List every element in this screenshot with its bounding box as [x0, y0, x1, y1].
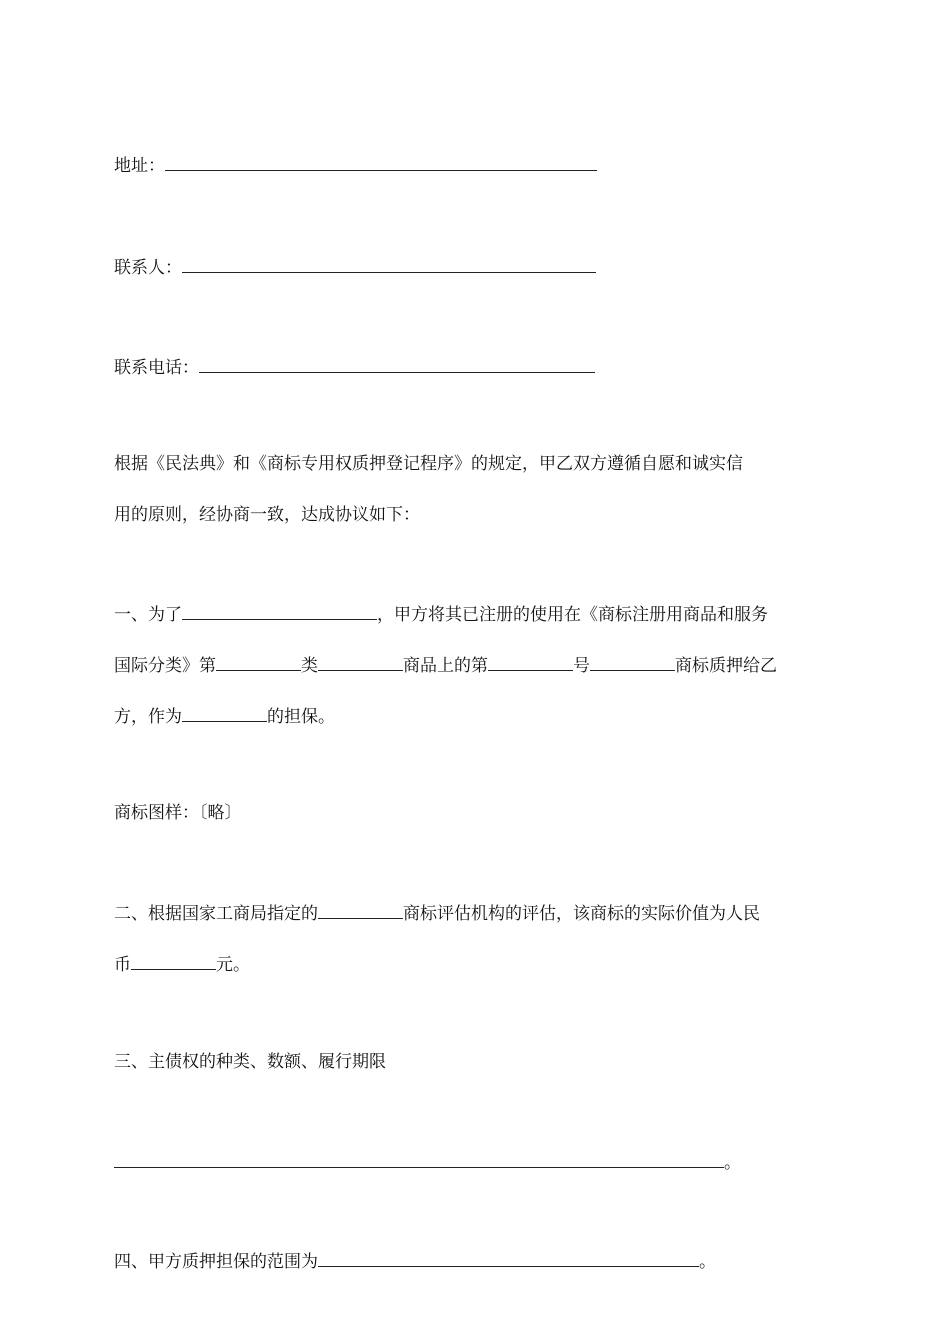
phone-blank[interactable]	[199, 355, 595, 373]
purpose-blank[interactable]	[182, 602, 377, 620]
clause1-line-2	[114, 653, 777, 678]
phone-label: 联系电话：	[114, 358, 199, 378]
preamble-line-2: 用的原则，经协商一致，达成协议如下：	[114, 505, 420, 525]
phone-line	[114, 355, 595, 380]
contact-person-label: 联系人：	[114, 258, 182, 278]
address-line	[114, 153, 597, 178]
preamble-line-1: 根据《民法典》和《商标专用权质押登记程序》的规定，甲乙双方遵循自愿和诚实信	[114, 454, 743, 474]
address-label: 地址：	[114, 156, 165, 176]
clause1-line-3	[114, 704, 335, 729]
clause1-text: 商标质押给乙	[675, 656, 777, 676]
clause1-text: ，甲方将其已注册的使用在《商标注册用商品和服务	[377, 605, 768, 625]
value-amount-blank[interactable]	[131, 952, 216, 970]
clause2-text: 元。	[216, 955, 250, 975]
clause3-title: 三、主债权的种类、数额、履行期限	[114, 1052, 386, 1072]
contact-person-blank[interactable]	[182, 255, 596, 273]
evaluation-agency-blank[interactable]	[318, 901, 403, 919]
main-debt-blank[interactable]	[114, 1150, 724, 1168]
trademark-sample-line: 商标图样：〔略〕	[114, 803, 242, 823]
address-blank[interactable]	[165, 153, 597, 171]
clause1-text: 的担保。	[267, 707, 335, 727]
clause4-end-mark: 。	[699, 1252, 716, 1272]
clause2-text: 商标评估机构的评估，该商标的实际价值为人民	[403, 904, 760, 924]
clause1-text: 类	[301, 656, 318, 676]
clause1-text: 商品上的第	[403, 656, 488, 676]
clause1-text: 国际分类》第	[114, 656, 216, 676]
clause1-text: 一、为了	[114, 605, 182, 625]
clause1-text: 方，作为	[114, 707, 182, 727]
goods-blank[interactable]	[318, 653, 403, 671]
clause2-line-2	[114, 952, 250, 977]
clause3-blank-line	[114, 1150, 741, 1175]
clause2-line-1	[114, 901, 760, 926]
clause3-end-mark: 。	[724, 1153, 741, 1173]
scope-blank[interactable]	[318, 1249, 699, 1267]
clause2-text: 二、根据国家工商局指定的	[114, 904, 318, 924]
guarantee-blank[interactable]	[182, 704, 267, 722]
clause1-line-1	[114, 602, 768, 627]
registration-number-blank[interactable]	[488, 653, 573, 671]
clause2-text: 币	[114, 955, 131, 975]
clause1-text: 号	[573, 656, 590, 676]
clause4-text: 四、甲方质押担保的范围为	[114, 1252, 318, 1272]
contact-person-line	[114, 255, 596, 280]
class-number-blank[interactable]	[216, 653, 301, 671]
clause4-line	[114, 1249, 716, 1274]
trademark-name-blank[interactable]	[590, 653, 675, 671]
